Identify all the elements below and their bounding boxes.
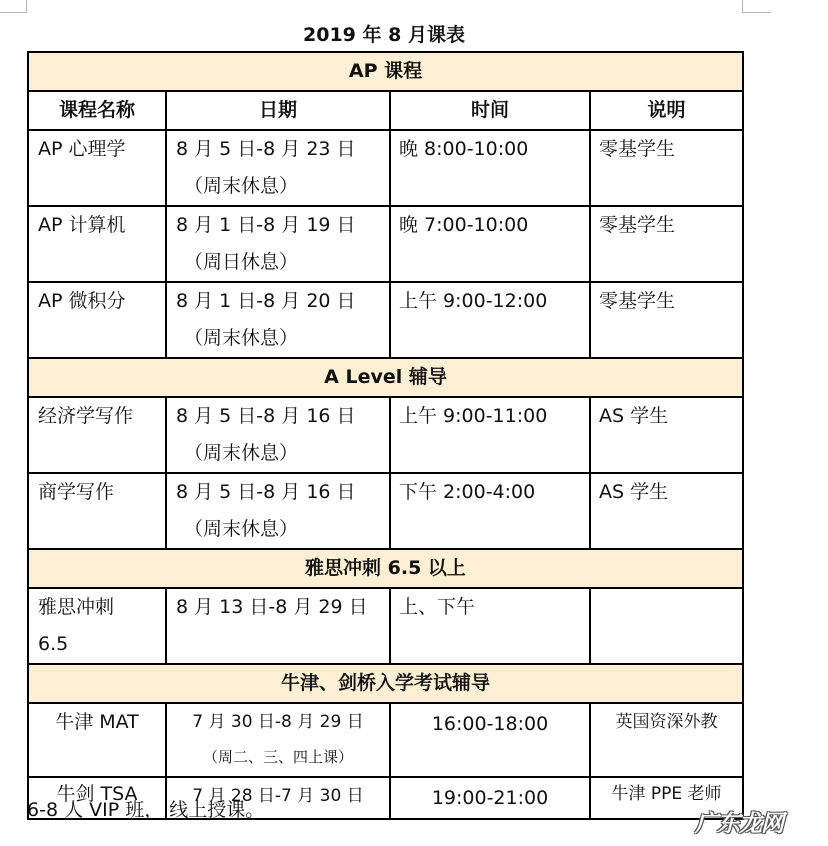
- course-time: 下午 2:00-4:00: [390, 473, 590, 549]
- course-date: 7 月 28 日-7 月 30 日: [166, 777, 390, 819]
- watermark-logo: 广东龙网: [695, 811, 783, 837]
- course-note: [590, 588, 743, 664]
- date-note: （周末休息）: [184, 175, 299, 197]
- column-header-name: 课程名称: [28, 91, 166, 130]
- schedule-table: [27, 51, 744, 820]
- course-time: 晚 8:00-10:00: [390, 130, 590, 206]
- course-date: [166, 473, 390, 549]
- column-header-date: 日期: [166, 91, 390, 130]
- date-range: 8 月 5 日-8 月 23 日: [176, 138, 356, 160]
- course-time: 19:00-21:00: [390, 777, 590, 819]
- course-time: 晚 7:00-10:00: [390, 206, 590, 282]
- table-row: [28, 473, 743, 549]
- course-name: AP 微积分: [28, 282, 166, 358]
- date-range: 7 月 30 日-8 月 29 日: [192, 712, 364, 732]
- course-date: [166, 206, 390, 282]
- section-header-ap: [28, 52, 743, 91]
- section-header-ielts: [28, 549, 743, 588]
- date-note: （周日休息）: [184, 251, 299, 273]
- table-row: [28, 703, 743, 777]
- course-note: 零基学生: [590, 282, 743, 358]
- course-name-line1: 雅思冲刺: [38, 596, 115, 618]
- table-row: [28, 397, 743, 473]
- table-row: [28, 282, 743, 358]
- course-date: [166, 703, 390, 777]
- date-note: （周二、三、四上课）: [202, 748, 353, 766]
- column-header-note: 说明: [590, 91, 743, 130]
- course-name: 经济学写作: [28, 397, 166, 473]
- course-name: 牛津 MAT: [28, 703, 166, 777]
- course-time: 上、下午: [390, 588, 590, 664]
- course-note: 牛津 PPE 老师: [590, 777, 743, 819]
- course-note: 零基学生: [590, 130, 743, 206]
- date-range: 8 月 5 日-8 月 16 日: [176, 405, 356, 427]
- course-note: 零基学生: [590, 206, 743, 282]
- course-time: 上午 9:00-12:00: [390, 282, 590, 358]
- table-row: [28, 130, 743, 206]
- course-date: [166, 130, 390, 206]
- course-name: AP 计算机: [28, 206, 166, 282]
- column-header-time: 时间: [390, 91, 590, 130]
- column-header-row: [28, 91, 743, 130]
- course-name: 商学写作: [28, 473, 166, 549]
- course-date: [166, 282, 390, 358]
- section-title: 牛津、剑桥入学考试辅导: [28, 664, 743, 703]
- date-note: （周末休息）: [184, 518, 299, 540]
- course-name: AP 心理学: [28, 130, 166, 206]
- section-title: AP 课程: [28, 52, 743, 91]
- date-note: （周末休息）: [184, 442, 299, 464]
- date-range: 8 月 5 日-8 月 16 日: [176, 481, 356, 503]
- course-name: 牛剑 TSA: [28, 777, 166, 819]
- course-note: AS 学生: [590, 473, 743, 549]
- course-date: [166, 397, 390, 473]
- section-header-oxbridge: [28, 664, 743, 703]
- course-name: [28, 588, 166, 664]
- course-time: 上午 9:00-11:00: [390, 397, 590, 473]
- section-title: 雅思冲刺 6.5 以上: [28, 549, 743, 588]
- table-row: [28, 206, 743, 282]
- crop-mark-top-left: [0, 0, 27, 13]
- course-time: 16:00-18:00: [390, 703, 590, 777]
- table-row: [28, 588, 743, 664]
- course-note: AS 学生: [590, 397, 743, 473]
- course-date: 8 月 13 日-8 月 29 日: [166, 588, 390, 664]
- page-title: 2019 年 8 月课表: [303, 24, 465, 46]
- date-note: （周末休息）: [184, 327, 299, 349]
- section-title: A Level 辅导: [28, 358, 743, 397]
- crop-mark-top-right: [742, 0, 771, 13]
- course-name-line2: 6.5: [38, 633, 69, 655]
- section-header-alevel: [28, 358, 743, 397]
- date-range: 8 月 1 日-8 月 20 日: [176, 290, 356, 312]
- date-range: 8 月 1 日-8 月 19 日: [176, 214, 356, 236]
- footer-note: 6-8 人 VIP 班， 线上授课。: [27, 799, 265, 821]
- course-note: 英国资深外教: [590, 703, 743, 777]
